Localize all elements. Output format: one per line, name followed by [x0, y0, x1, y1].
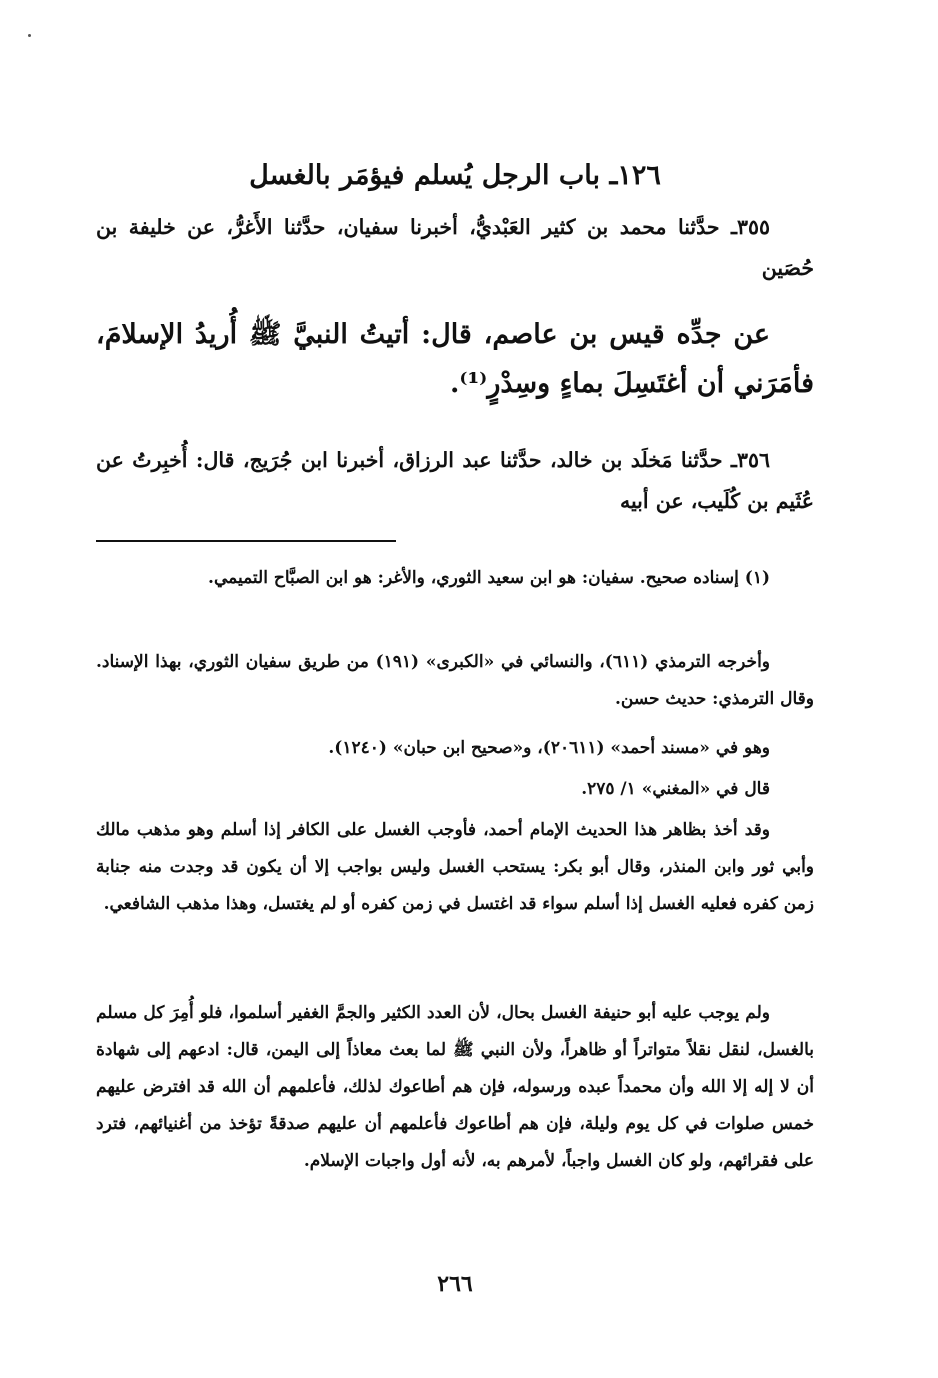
footnote-mughni: قال في «المغني» ١/ ٢٧٥. [581, 779, 770, 799]
footnote-1: (١) إسناده صحيح. سفيان: هو ابن سعيد الثوري، والأغر: هو ابن الصبَّاح التميمي. [208, 568, 770, 588]
footnote-divider [96, 540, 396, 542]
hadith-355-isnad: ٣٥٥ـ حدَّثنا محمد بن كثير العَبْديُّ، أخبرنا سفيان، حدَّثنا الأَغرُّ، عن خليفة بن حُصَين [96, 215, 814, 280]
commentary-paragraph-1: وقد أخذ بظاهر هذا الحديث الإمام أحمد، فأوجب الغسل على الكافر إذا أسلم وهو مذهب مالك وأبي ثور وابن المنذر، وقال أبو بكر: يستحب الغسل وليس بواجب إلا أن يكون قد وجدت منه جنابة زمن كفره فعليه الغسل إذا أسلم سواء قد اغتسل في زمن كفره أو لم يغتسل، وهذا مذهب الشافعي. [96, 820, 814, 914]
book-page [96, 0, 814, 1378]
hadith-355-matn: عن جدِّه قيس بن عاصم، قال: أتيتُ النبيَّ ﷺ أُريدُ الإسلامَ، فأمَرَني أن أغتَسِلَ بماءٍ وسِدْرٍ⁽¹⁾. [96, 319, 814, 399]
page-number: ٢٦٦ [437, 1271, 473, 1297]
chapter-title: ١٢٦ـ باب الرجل يُسلم فيؤمَر بالغسل [249, 160, 661, 192]
commentary-paragraph-2: ولم يوجب عليه أبو حنيفة الغسل بحال، لأن العدد الكثير والجمَّ الغفير أسلموا، فلو أُمِرَ كل مسلم بالغسل، لنقل نقلاً متواتراً أو ظاهراً، ولأن النبي ﷺ لما بعث معاذاً إلى اليمن، قال: ادعهم إلى شهادة أن لا إله إلا الله وأن محمداً عبده ورسوله، فإن هم أطاعوك لذلك، فأعلمهم أن الله قد افترض عليهم خمس صلوات في كل يوم وليلة، فإن هم أطاعوك فأعلمهم أن عليهم صدقةً تؤخذ من أغنيائهم، فترد على فقرائهم، ولو كان الغسل واجباً، لأمرهم به، لأنه أول واجبات الإسلام. [96, 1003, 814, 1171]
scan-speck [28, 34, 31, 37]
hadith-356-isnad: ٣٥٦ـ حدَّثنا مَخلَد بن خالد، حدَّثنا عبد الرزاق، أخبرنا ابن جُرَيج، قال: أُخبِرتُ عن عُثَيم بن كُلَيب، عن أبيه [96, 448, 814, 513]
footnote-takhrij: وأخرجه الترمذي (٦١١)، والنسائي في «الكبرى» (١٩١) من طريق سفيان الثوري، بهذا الإسناد. وقال الترمذي: حديث حسن. [96, 652, 814, 709]
footnote-musnad: وهو في «مسند أحمد» (٢٠٦١١)، و«صحيح ابن حبان» (١٢٤٠). [328, 738, 770, 758]
